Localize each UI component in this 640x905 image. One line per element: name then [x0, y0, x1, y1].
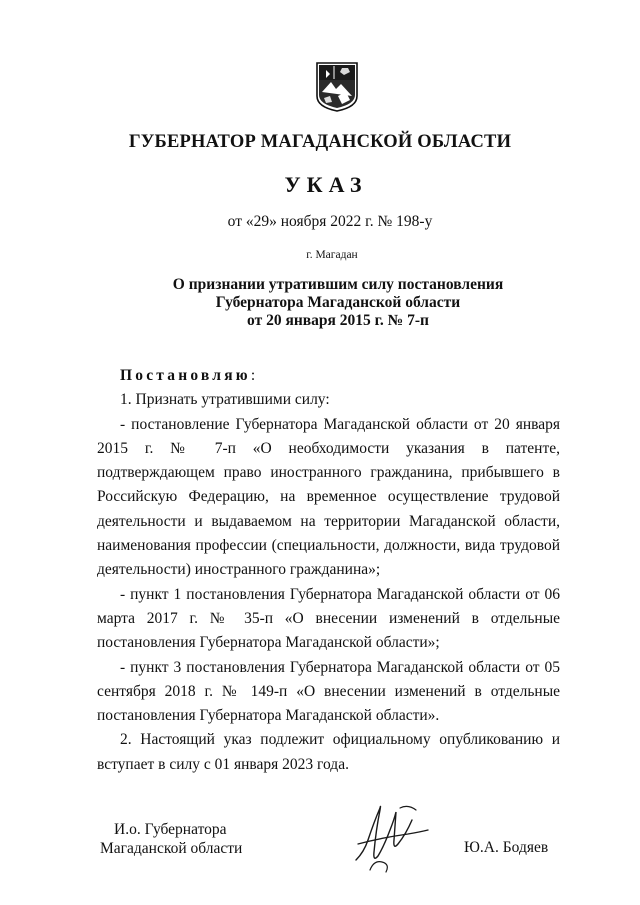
- title-line: от 20 января 2015 г. № 7-п: [247, 312, 429, 329]
- decree-subitem: - пункт 3 постановления Губернатора Магаданской области от 05 сентября 2018 г. № 149-п «О внесении изменений в отдельные постановления Губернатора Магаданской области».: [97, 658, 560, 725]
- document-place: г. Магадан: [306, 249, 358, 261]
- decree-subitem: - постановление Губернатора Магаданской области от 20 января 2015 г. № 7-п «О необходимости указания в патенте, подтверждающем право иностранного гражданина, прибывшего в Российскую Федерацию, на временное осуществление трудовой деятельности и выдаваемом на территории Магаданской области, наименования профессии (специальности, должности, вида трудовой деятельности) иностранного гражданина»;: [97, 415, 560, 579]
- handwritten-signature: [350, 800, 430, 876]
- decree-subitem: - пункт 1 постановления Губернатора Магаданской области от 06 марта 2017 г. № 35-п «О внесении изменений в отдельные постановления Губернатора Магаданской области»;: [97, 585, 560, 652]
- document-type: УКАЗ: [284, 172, 368, 197]
- title-line: О признании утратившим силу постановления: [172, 276, 504, 293]
- document-title: [18, 276, 640, 330]
- decree-preamble: Постановляю:: [120, 367, 256, 384]
- signer-name: Ю.А. Бодяев: [464, 839, 549, 856]
- issuing-authority: ГУБЕРНАТОР МАГАДАНСКОЙ ОБЛАСТИ: [128, 132, 512, 152]
- title-line: Губернатора Магаданской области: [215, 294, 461, 311]
- decree-item-1: 1. Признать утратившими силу:: [120, 391, 330, 409]
- position-line: Магаданской области: [100, 840, 243, 857]
- decree-item-2: 2. Настоящий указ подлежит официальному опубликованию и вступает в силу с 01 января 2023 года.: [97, 731, 560, 773]
- document-date-number: от «29» ноября 2022 г. № 198-у: [227, 213, 433, 230]
- decree-word: Постановляю: [120, 367, 251, 384]
- signatory-position: [100, 820, 242, 858]
- coat-of-arms-icon: [316, 62, 358, 112]
- position-line: И.о. Губернатора: [114, 821, 227, 838]
- decree-body: [97, 364, 560, 777]
